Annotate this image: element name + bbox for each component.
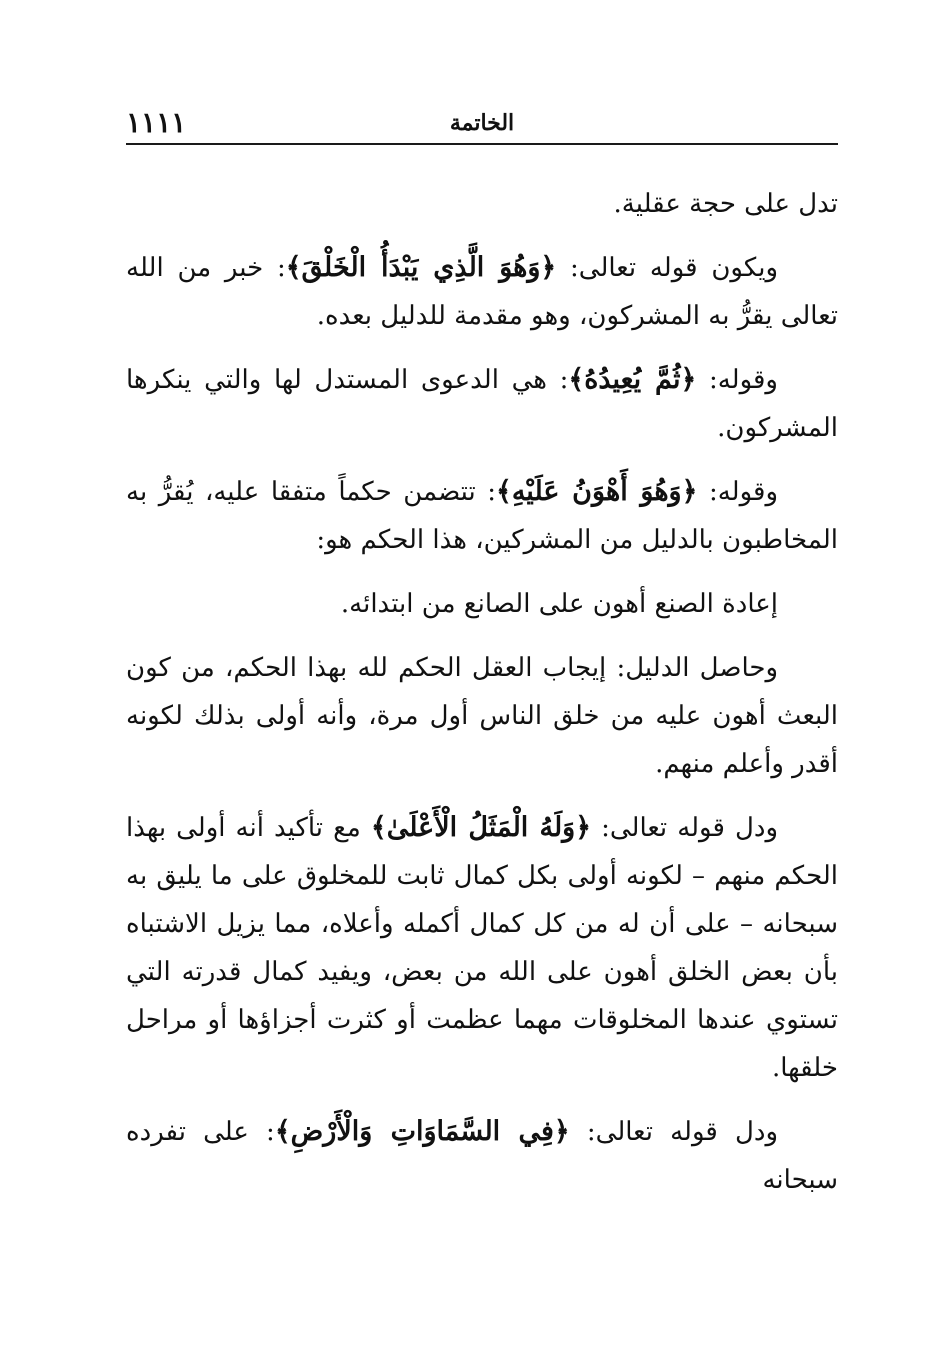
paragraph-text: إعادة الصنع أهون على الصانع من ابتدائه. bbox=[340, 589, 778, 619]
paragraph-text: : على تفرده سبحانه bbox=[126, 1117, 838, 1195]
running-title: الخاتمة bbox=[449, 110, 515, 136]
paragraph-text: ودل قوله تعالى: bbox=[569, 1117, 779, 1147]
quran-verse: ﴿فِي السَّمَاوَاتِ وَالْأَرْضِ﴾ bbox=[274, 1116, 570, 1147]
paragraph-text: : هي الدعوى المستدل لها والتي ينكرها المشركون. bbox=[126, 365, 838, 443]
quran-verse: ﴿وَهُوَ أَهْوَنُ عَلَيْهِ﴾ bbox=[496, 476, 698, 507]
paragraph-text: تدل على حجة عقلية. bbox=[613, 189, 838, 219]
paragraph-text: وحاصل الدليل: إيجاب العقل الحكم لله بهذا الحكم، من كون البعث أهون عليه من خلق الناس أول مرة، وأنه أولى بذلك لكونه أقدر وأعلم منهم. bbox=[126, 653, 838, 779]
body-text bbox=[126, 180, 838, 1204]
paragraph-text: مع تأكيد أنه أولى بهذا الحكم منهم – لكونه أولى بكل كمال ثابت للمخلوق على ما يليق به سبحانه – على أن له من كل كمال أكمله وأعلاه، مما يزيل الاشتباه بأن بعض الخلق أهون على الله من بعض، ويفيد كمال قدرته التي تستوي عندها المخلوقات مهما عظمت أو كثرت أجزاؤها أو مراحل خلقها. bbox=[126, 813, 838, 1083]
page-number: ١١١١ bbox=[126, 106, 187, 139]
paragraph-text: ودل قوله تعالى: bbox=[591, 813, 778, 843]
paragraph-text: وقوله: bbox=[697, 477, 778, 507]
paragraph-p1 bbox=[126, 180, 838, 228]
paragraph-p8 bbox=[126, 1108, 838, 1204]
paragraph-p6 bbox=[126, 644, 838, 788]
paragraph-text: : تتضمن حكماً متفقا عليه، يُقرُّ به المخاطبون بالدليل من المشركين، هذا الحكم هو: bbox=[126, 477, 838, 555]
paragraph-text: وقوله: bbox=[696, 365, 778, 395]
quran-verse: ﴿وَهُوَ الَّذِي يَبْدَأُ الْخَلْقَ﴾ bbox=[285, 252, 557, 283]
header-rule bbox=[126, 143, 838, 145]
quran-verse: ﴿وَلَهُ الْمَثَلُ الْأَعْلَىٰ﴾ bbox=[370, 812, 592, 843]
paragraph-text: ويكون قوله تعالى: bbox=[556, 253, 778, 283]
paragraph-p4 bbox=[126, 468, 838, 564]
page-header bbox=[126, 104, 838, 144]
paragraph-p3 bbox=[126, 356, 838, 452]
paragraph-p7 bbox=[126, 804, 838, 1092]
paragraph-p5 bbox=[126, 580, 838, 628]
paragraph-p2 bbox=[126, 244, 838, 340]
paragraph-text: : خبر من الله تعالى يقرُّ به المشركون، وهو مقدمة للدليل بعده. bbox=[126, 253, 838, 331]
quran-verse: ﴿ثُمَّ يُعِيدُهُ﴾ bbox=[568, 364, 697, 395]
